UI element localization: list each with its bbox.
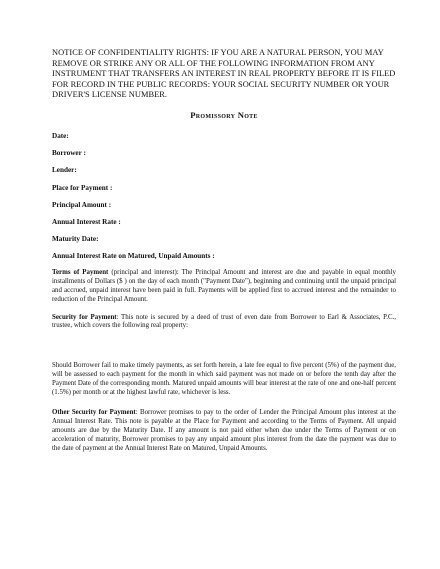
security-for-payment-paragraph bbox=[52, 314, 396, 332]
field-lender-label: Lender: bbox=[52, 166, 77, 175]
field-place-for-payment-label: Place for Payment : bbox=[52, 183, 113, 192]
confidentiality-notice: NOTICE OF CONFIDENTIALITY RIGHTS: IF YOU ARE A NATURAL PERSON, YOU MAY REMOVE OR STRIKE ANY OR ALL OF THE FOLLOWING INFORMATION FROM ANY INSTRUMENT THAT TRANSFERS AN INTEREST IN REAL PROPERTY BEFORE IT IS FILED FOR RECORD IN THE PUBLIC RECORDS: YOUR SOCIAL SECURITY NUMBER OR YOUR DRIVER'S LICENSE NUMBER. bbox=[52, 48, 396, 100]
field-annual-interest-rate-label: Annual Interest Rate : bbox=[52, 217, 121, 226]
field-annual-rate-matured bbox=[52, 252, 396, 261]
document-page bbox=[52, 48, 396, 462]
other-security-text: : Borrower promises to pay to the order of Lender the Principal Amount plus interest at the Annual Interest Rate. This note is payable at the Place for Payment and according to the Terms of Payment. All unpaid amounts are due by the Maturity Date. If any amount is not paid either when due under the Terms of Payment or on acceleration of maturity, Borrower promises to pay any unpaid amount plus interest from the date the payment was due to the date of payment at the Annual Interest Rate on Matured, Unpaid Amounts. bbox=[52, 409, 396, 452]
field-borrower bbox=[52, 149, 396, 158]
field-annual-interest-rate bbox=[52, 218, 396, 227]
terms-of-payment-text: (principal and interest): The Principal Amount and interest are due and payable in equal monthly installments of Dollars ($ ) on the day of each month ("Payment Date"), beginning and continuing until the unpaid principal and accrued, unpaid interest have been paid in full. Payments will be applied first to accrued interest and the remainder to reduction of the Principal Amount. bbox=[52, 269, 396, 303]
security-for-payment-label: Security for Payment bbox=[52, 313, 117, 321]
property-description-blank bbox=[52, 340, 396, 362]
other-security-label: Other Security for Payment bbox=[52, 409, 136, 417]
terms-of-payment-label: Terms of Payment bbox=[52, 269, 109, 277]
field-place-for-payment bbox=[52, 184, 396, 193]
late-fee-paragraph: Should Borrower fail to make timely payments, as set forth herein, a late fee equal to five percent (5%) of the payment due, will be assessed to each payment for the month in which said payment was not made on or before the tenth day after the Payment Date of the corresponding month. Matured unpaid amounts will bear interest at the rate of one and one-half percent (1.5%) per month or at the highest lawful rate, whichever is less. bbox=[52, 362, 396, 396]
field-principal-amount-label: Principal Amount : bbox=[52, 200, 112, 209]
field-date-label: Date: bbox=[52, 131, 69, 140]
security-for-payment-text: : This note is secured by a deed of trust of even date from Borrower to Earl & Associates, P.C., trustee, which covers the following real property: bbox=[52, 313, 396, 330]
field-annual-rate-matured-label: Annual Interest Rate on Matured, Unpaid Amounts : bbox=[52, 252, 215, 261]
field-maturity-date-label: Maturity Date: bbox=[52, 235, 99, 244]
field-principal-amount bbox=[52, 201, 396, 210]
field-date bbox=[52, 132, 396, 141]
terms-of-payment-paragraph bbox=[52, 269, 396, 304]
field-maturity-date bbox=[52, 235, 396, 244]
field-borrower-label: Borrower : bbox=[52, 149, 86, 158]
other-security-paragraph bbox=[52, 409, 396, 453]
field-lender bbox=[52, 166, 396, 175]
document-title: Promissory Note bbox=[190, 109, 258, 120]
